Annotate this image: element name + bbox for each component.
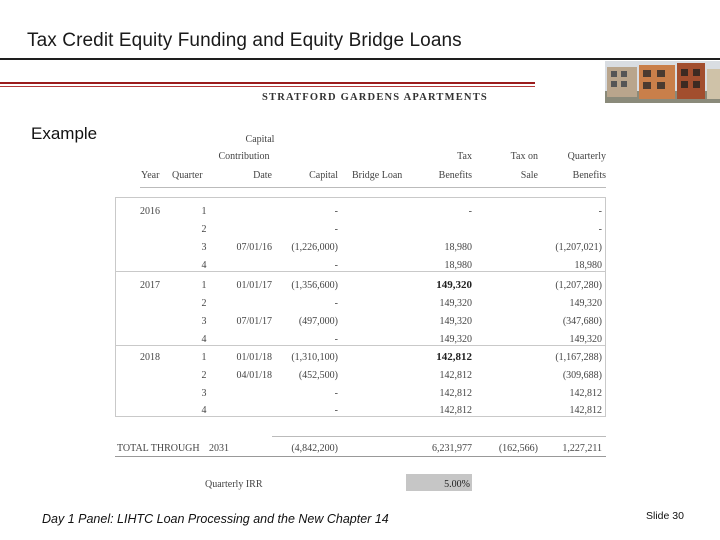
property-banner: STRATFORD GARDENS APARTMENTS bbox=[262, 92, 488, 103]
cell-tax-benefits: 142,812 bbox=[439, 370, 472, 381]
cell-capital: (1,310,100) bbox=[291, 352, 338, 363]
header-quarterly-benefits: Benefits bbox=[572, 170, 606, 181]
cell-quarterly-benefits: 149,320 bbox=[569, 334, 602, 345]
cell-date: 07/01/16 bbox=[236, 242, 272, 253]
cell-quarter: 1 bbox=[201, 280, 207, 291]
cell-capital: - bbox=[334, 260, 338, 271]
total-year: 2031 bbox=[209, 443, 229, 454]
total-sale: (162,566) bbox=[498, 443, 538, 454]
cell-tax-benefits: 149,320 bbox=[439, 298, 472, 309]
header-year: Year bbox=[141, 170, 160, 181]
cell-quarter: 2 bbox=[201, 370, 207, 381]
cell-capital: (497,000) bbox=[298, 316, 338, 327]
header-rule bbox=[140, 187, 606, 188]
year-separator bbox=[115, 271, 606, 272]
cell-quarterly-benefits: - bbox=[598, 224, 602, 235]
irr-label: Quarterly IRR bbox=[205, 479, 263, 490]
cell-quarterly-benefits: 142,812 bbox=[569, 388, 602, 399]
cell-quarterly-benefits: 142,812 bbox=[569, 405, 602, 416]
cell-tax-benefits: 149,320 bbox=[436, 279, 472, 291]
cell-capital: (452,500) bbox=[298, 370, 338, 381]
year-separator bbox=[115, 345, 606, 346]
cell-tax-benefits: 18,980 bbox=[444, 242, 472, 253]
footer-text: Day 1 Panel: LIHTC Loan Processing and the New Chapter 14 bbox=[42, 512, 389, 526]
total-label: TOTAL THROUGH bbox=[117, 443, 200, 454]
header-taxon-top: Tax on bbox=[510, 151, 538, 162]
total-rule-bottom bbox=[115, 456, 606, 457]
cell-capital: - bbox=[334, 334, 338, 345]
cell-quarter: 2 bbox=[201, 298, 207, 309]
cell-quarterly-benefits: (1,207,021) bbox=[555, 242, 602, 253]
irr-value: 5.00% bbox=[444, 479, 470, 490]
cell-quarterly-benefits: 149,320 bbox=[569, 298, 602, 309]
example-label: Example bbox=[31, 124, 98, 143]
header-contribution: Contribution bbox=[218, 151, 270, 162]
header-quarter: Quarter bbox=[172, 170, 203, 181]
cell-tax-benefits: 149,320 bbox=[439, 334, 472, 345]
header-quarterly-top: Quarterly bbox=[567, 151, 606, 162]
total-quarterly-benefits: 1,227,211 bbox=[562, 443, 602, 454]
header-capital-top: Capital bbox=[245, 134, 275, 145]
cell-capital: - bbox=[334, 224, 338, 235]
slide-number: Slide 30 bbox=[646, 510, 684, 522]
cell-year: 2018 bbox=[140, 352, 160, 363]
cell-year: 2017 bbox=[140, 280, 160, 291]
cell-tax-benefits: 149,320 bbox=[439, 316, 472, 327]
table-frame bbox=[115, 197, 606, 417]
cell-quarter: 4 bbox=[201, 334, 207, 345]
cell-capital: - bbox=[334, 298, 338, 309]
total-benefits: 6,231,977 bbox=[432, 443, 472, 454]
cell-capital: - bbox=[334, 388, 338, 399]
cell-quarter: 3 bbox=[201, 388, 207, 399]
header-benefits: Benefits bbox=[438, 170, 472, 181]
cell-quarter: 1 bbox=[201, 352, 207, 363]
cell-date: 04/01/18 bbox=[236, 370, 272, 381]
cell-quarter: 1 bbox=[201, 206, 207, 217]
cell-quarter: 2 bbox=[201, 224, 207, 235]
cell-quarter: 4 bbox=[201, 260, 207, 271]
cell-quarterly-benefits: 18,980 bbox=[574, 260, 602, 271]
total-rule-top bbox=[272, 436, 606, 437]
slide-title: Tax Credit Equity Funding and Equity Bridge Loans bbox=[27, 30, 462, 51]
cell-quarterly-benefits: (309,688) bbox=[562, 370, 602, 381]
header-bridge-loan: Bridge Loan bbox=[352, 170, 403, 181]
cell-capital: (1,356,600) bbox=[291, 280, 338, 291]
total-capital: (4,842,200) bbox=[291, 443, 338, 454]
cell-date: 01/01/17 bbox=[236, 280, 272, 291]
cell-quarter: 3 bbox=[201, 242, 207, 253]
cell-tax-benefits: 142,812 bbox=[439, 388, 472, 399]
header-sale: Sale bbox=[520, 170, 538, 181]
cell-date: 01/01/18 bbox=[236, 352, 272, 363]
cell-capital: - bbox=[334, 206, 338, 217]
cell-tax-benefits: - bbox=[468, 206, 472, 217]
cell-tax-benefits: 142,812 bbox=[436, 351, 472, 363]
cell-date: 07/01/17 bbox=[236, 316, 272, 327]
cell-quarterly-benefits: (1,207,280) bbox=[555, 280, 602, 291]
cell-quarterly-benefits: (347,680) bbox=[562, 316, 602, 327]
header-tax-top: Tax bbox=[457, 151, 472, 162]
cell-quarterly-benefits: - bbox=[598, 206, 602, 217]
cell-capital: (1,226,000) bbox=[291, 242, 338, 253]
cell-quarter: 4 bbox=[201, 405, 207, 416]
cell-tax-benefits: 18,980 bbox=[444, 260, 472, 271]
cell-quarter: 3 bbox=[201, 316, 207, 327]
cell-capital: - bbox=[334, 405, 338, 416]
header-capital: Capital bbox=[309, 170, 338, 181]
cell-quarterly-benefits: (1,167,288) bbox=[555, 352, 602, 363]
cell-tax-benefits: 142,812 bbox=[439, 405, 472, 416]
header-date: Date bbox=[253, 170, 272, 181]
cell-year: 2016 bbox=[140, 206, 160, 217]
